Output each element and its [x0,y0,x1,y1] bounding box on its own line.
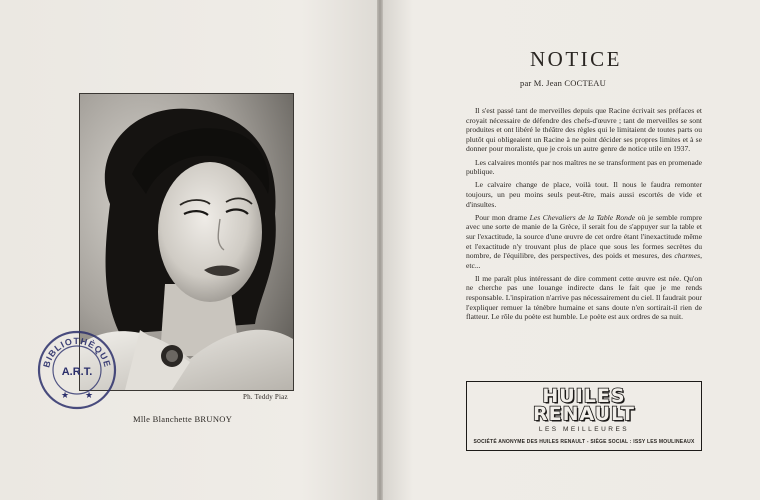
photo-credit: Ph. Teddy Piaz [243,393,288,401]
stamp-center-text: A.R.T. [61,366,93,378]
stamp-top-text: BIBLIOTHÈQUE [41,335,113,369]
notice-paragraph: Les calvaires montés par nos maîtres ne se transforment pas en promenade publique. [466,157,702,177]
notice-body [466,106,702,325]
notice-author: par M. Jean COCTEAU [520,78,606,88]
ad-headline-2: RENAULT [533,403,635,425]
stamp-star-icon: ★ [84,390,94,400]
notice-paragraph: Le calvaire change de place, voilà tout. Il nous le faudra remonter toujours, un peu moins seuls peut-être, mais aussi escortés de vide et d'insultes. [466,180,702,209]
notice-paragraph: Il s'est passé tant de merveilles depuis que Racine écrivait ses préfaces et croyait nécessaire de défendre des chefs-d'œuvre ; tant de merveilles se sont produites et ont libéré le théâtre des règles qui le limitaient de toutes parts ou plutôt qui obligeaient un Racine à ne point décider ses propres limites et à se donner pour moraliste, que je crois un autre genre de notice utile en 1937. [466,106,702,154]
ad-headline-1: HUILES [542,385,626,407]
library-stamp [35,328,119,412]
photo-caption: Mlle Blanchette BRUNOY [133,414,233,424]
play-title: Les Chevaliers de la Table Ronde [529,212,636,222]
notice-paragraph-drama: Pour mon drame Les Chevaliers de la Table Ronde où je semble rompre avec une sorte de manie de la Grèce, il serait fou de s'appuyer sur la table et sur l'exactitude, la source d'une œuvre de cet ordre étant l'inexactitude même et l'exactitude n'y trouvant plus de place que sous les formes secrètes du nombre, de l'équilibre, des perspectives, des poids et mesures, des charmes, etc... [466,212,703,270]
ad-tagline: LES MEILLEURES [538,426,630,433]
ad-footer: SOCIÉTÉ ANONYME DES HUILES RENAULT - SIÈGE SOCIAL : ISSY LES MOULINEAUX [473,439,695,445]
notice-paragraph: Il me paraît plus intéressant de dire comment cette œuvre est née. Qu'on ne cherche pas une louange indirecte dans le fait que je me rends responsable. L'inspiration n'arrive pas nécessairement du ciel. Il faudrait pour l'expliquer remuer la ténèbre humaine et sans doute n'en sortirait-il rien de flatteur. Le rôle du poète est humble. Le poète est aux ordres de sa nuit. [466,273,702,322]
renault-oil-advertisement [466,381,702,451]
left-page [0,0,377,500]
stamp-star-icon: ★ [60,390,70,400]
notice-title: NOTICE [530,47,622,71]
